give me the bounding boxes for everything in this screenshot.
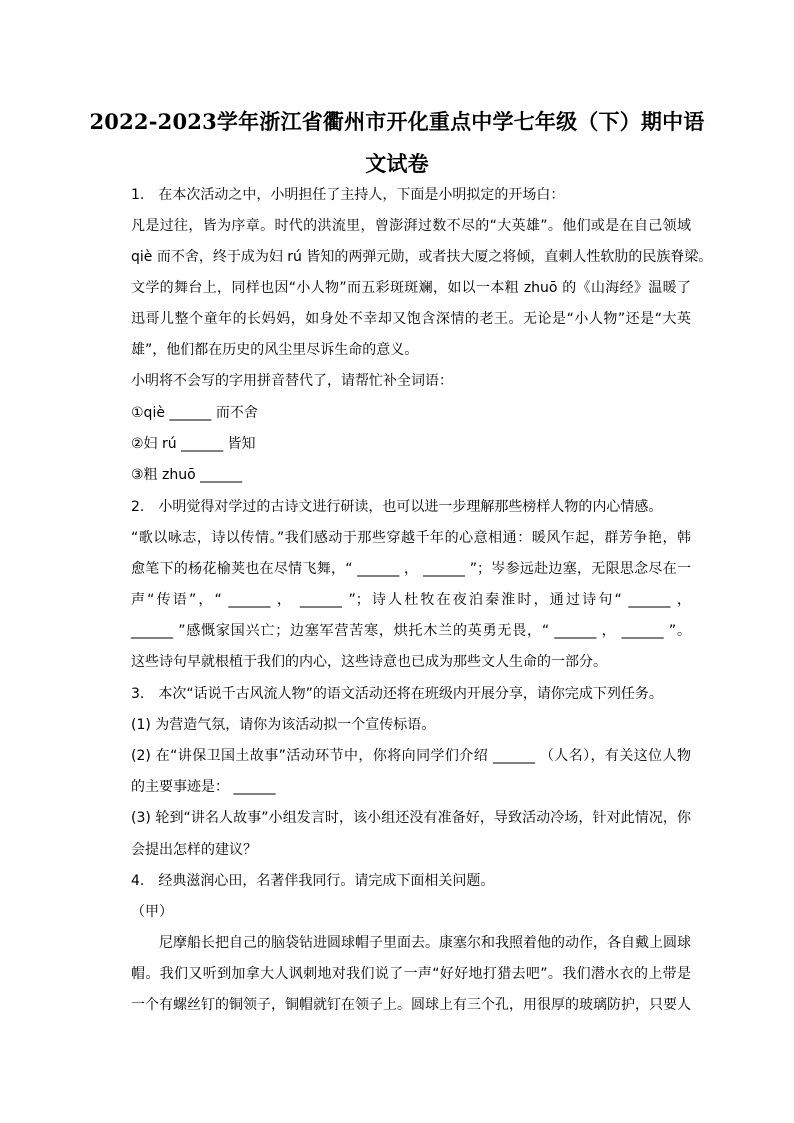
answer-item-1: ①qiè ______ 而不舍 xyxy=(131,405,258,421)
question-3-prompt: 3. 本次“话说千古风流人物”的语文活动还将在班级内开展分享，请你完成下列任务。 xyxy=(131,686,663,702)
passage-line: 迅哥儿整个童年的长妈妈，如身处不幸却又饱含深情的老王。无论是“小人物”还是“大英 xyxy=(131,311,691,327)
passage-line: 声“传语”，“ ______ ， ______ ”；诗人杜牧在夜泊秦淮时，通过诗句“ ______ ， xyxy=(131,592,691,608)
excerpt-label: （甲） xyxy=(131,904,173,920)
passage-line: 愈笔下的杨花榆荚也在尽情飞舞，“ ______ ， ______ ”；岑参远赴边塞，无限思念尽在一 xyxy=(131,561,691,577)
question-3-task-3-cont: 会提出怎样的建议？ xyxy=(131,842,257,858)
passage-line: 文学的舞台上，同样也因“小人物”而五彩斑斑斓，如以一本粗 zhuō 的《山海经》温暖了 xyxy=(131,280,691,296)
question-3-task-2-cont: 的主要事迹是： ______ xyxy=(131,779,276,795)
answer-item-2: ②妇 rú ______ 皆知 xyxy=(131,436,256,452)
question-3-task-1: (1) 为营造气氛，请你为该活动拟一个宣传标语。 xyxy=(131,717,436,733)
excerpt-line: 尼摩船长把自己的脑袋钻进圆球帽子里面去。康塞尔和我照着他的动作，各自戴上圆球 xyxy=(159,935,691,951)
exam-title-line-2: 文试卷 xyxy=(365,151,429,176)
passage-line: ______ ”感慨家国兴亡；边塞军营苦寒，烘托木兰的英勇无畏，“ ______ ， ______ ”。 xyxy=(131,623,691,639)
passage-line: 这些诗句早就根植于我们的内心，这些诗意也已成为那些文人生命的一部分。 xyxy=(131,654,607,670)
excerpt-line: 一个有螺丝钉的铜领子，铜帽就钉在领子上。圆球上有三个孔，用很厚的玻璃防护，只要人 xyxy=(131,997,691,1013)
passage-line: “歌以咏志，诗以传情。”我们感动于那些穿越千年的心意相通：暖风乍起，群芳争艳，韩 xyxy=(131,530,691,546)
excerpt-line: 帽。我们又听到加拿大人讽刺地对我们说了一声“好好地打猎去吧”。我们潜水衣的上带是 xyxy=(131,966,691,982)
passage-line: 凡是过往，皆为序章。时代的洪流里，曾澎湃过数不尽的“大英雄”。他们或是在自己领域 xyxy=(131,218,691,234)
question-1-prompt: 1. 在本次活动之中，小明担任了主持人，下面是小明拟定的开场白： xyxy=(131,187,565,203)
exam-title-line-1: 2022-2023学年浙江省衢州市开化重点中学七年级（下）期中语 xyxy=(89,109,705,134)
question-2-prompt: 2. 小明觉得对学过的古诗文进行研读，也可以进一步理解那些榜样人物的内心情感。 xyxy=(131,499,663,515)
question-3-task-2: (2) 在“讲保卫国土故事”活动环节中，你将向同学们介绍 ______ （人名），有关这位人物 xyxy=(131,748,691,764)
answer-item-3: ③粗 zhuō ______ xyxy=(131,467,243,483)
passage-line: 雄”，他们都在历史的风尘里尽诉生命的意义。 xyxy=(131,342,419,358)
question-3-task-3: (3) 轮到“讲名人故事”小组发言时，该小组还没有准备好，导致活动冷场，针对此情况，你 xyxy=(131,810,691,826)
passage-line: qiè 而不舍，终于成为妇 rú 皆知的两弹元勋，或者扶大厦之将倾，直刺人性软肋的民族脊梁。 xyxy=(131,249,713,265)
question-4-prompt: 4. 经典滋润心田，名著伴我同行。请完成下面相关问题。 xyxy=(131,873,495,889)
question-1-instruction: 小明将不会写的字用拼音替代了，请帮忙补全词语： xyxy=(131,373,453,389)
